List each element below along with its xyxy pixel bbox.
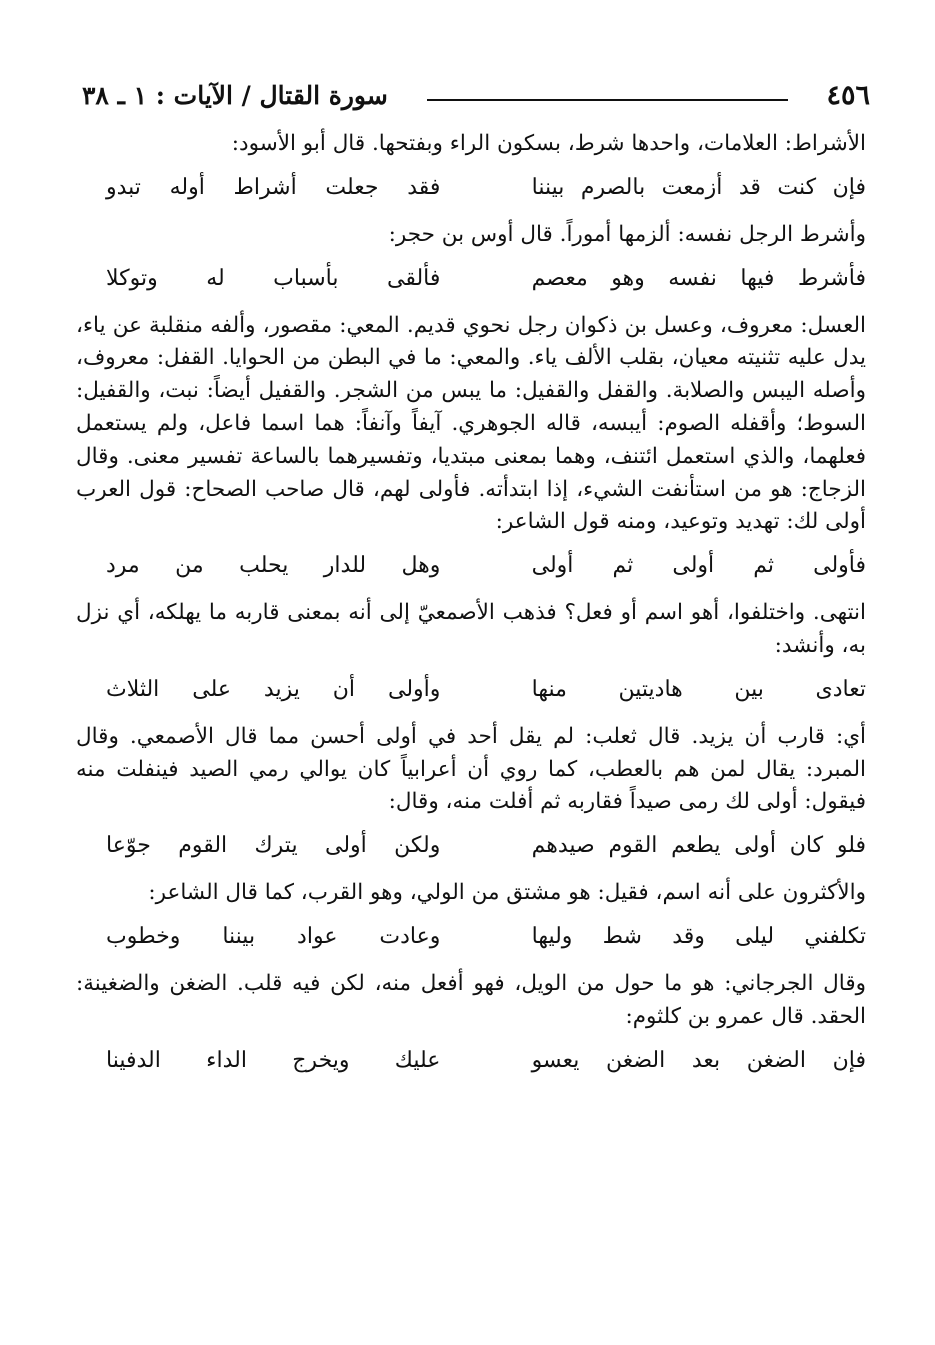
page-number: ٤٥٦ <box>826 80 870 111</box>
page-header <box>82 76 870 116</box>
verse-first-hemistich: فلو كان أولى يطعم القوم صيدهم <box>531 833 866 859</box>
poem-verse <box>76 920 866 954</box>
verse-second-hemistich: وأولى أن يزيد على الثلاث <box>106 676 441 702</box>
verse-first-hemistich: فأشرط فيها نفسه وهو معصم <box>531 265 866 291</box>
verse-first-hemistich: تعادى بين هاديتين منها <box>531 676 866 702</box>
verse-first-hemistich: فأولى ثم أولى ثم أولى <box>531 553 866 579</box>
verse-first-hemistich: فإن الضغن بعد الضغن يعسو <box>531 1047 866 1073</box>
verse-second-hemistich: ولكن أولى يترك القوم جوّعا <box>106 833 441 859</box>
paragraph: والأكثرون على أنه اسم، فقيل: هو مشتق من الولي، وهو القرب، كما قال الشاعر: <box>148 880 866 906</box>
verse-first-hemistich: تكلفني ليلى وقد شط وليها <box>531 923 866 949</box>
verse-second-hemistich: وعادت عواد بيننا وخطوب <box>106 923 441 949</box>
page-body <box>76 128 866 1092</box>
verse-first-hemistich: فإن كنت قد أزمعت بالصرم بيننا <box>531 174 866 200</box>
poem-verse <box>76 262 866 296</box>
paragraph: وأشرط الرجل نفسه: ألزمها أموراً. قال أوس بن حجر: <box>388 221 866 247</box>
paragraph: أي: قارب أن يزيد. قال ثعلب: لم يقل أحد في أولى أحسن مما قال الأصمعي. وقال المبرد: يقال لمن هم بالعطب، كما روي أن أعرابياً كان يوالي رمي الصيد فينفلت منه فيقول: أولى لك رمى صيداً فقاربه ثم أفلت منه، وقال: <box>76 723 866 815</box>
verse-second-hemistich: فقد جعلت أشراط أوله تبدو <box>106 174 441 200</box>
verse-second-hemistich: عليك ويخرج الداء الدفينا <box>106 1047 441 1073</box>
paragraph: العسل: معروف، وعسل بن ذكوان رجل نحوي قديم. المعي: مقصور، وألفه منقلبة عن ياء، يدل عليه تثنيته معيان، بقلب الألف ياء. والمعي: ما في البطن من الحوايا. القفل: معروف، وأصله اليبس والصلابة. والقفل والقفيل: ما يبس من الشجر. والقفيل أيضاً: نبت، والقفيل: السوط؛ وأقفله الصوم: أيبسه، قاله الجوهري. آيفاً وآنفاً: هما اسما فاعل، ولم يستعمل فعلهما، والذي استعمل ائتنف، وهما بمعنى مبتديا، وتفسيرهما بالساعة تفسير معنى. وقال الزجاج: هو من استأنفت الشيء، إذا ابتدأته. فأولى لهم، قال صاحب الصحاح: قول العرب أولى لك: تهديد وتوعيد، ومنه قول الشاعر: <box>76 312 866 535</box>
poem-verse <box>76 829 866 863</box>
paragraph: وقال الجرجاني: هو ما حول من الويل، فهو أفعل منه، لكن فيه قلب. الضغن والضغينة: الحقد. قال عمرو بن كلثوم: <box>76 970 866 1029</box>
verse-second-hemistich: وهل للدار يحلب من مرد <box>106 553 441 579</box>
poem-verse <box>76 549 866 583</box>
poem-verse <box>76 1044 866 1078</box>
verse-second-hemistich: فألقى بأسباب له وتوكلا <box>106 265 441 291</box>
poem-verse <box>76 171 866 205</box>
paragraph: الأشراط: العلامات، واحدها شرط، بسكون الراء وبفتحها. قال أبو الأسود: <box>231 131 866 156</box>
paragraph: انتهى. واختلفوا، أهو اسم أو فعل؟ فذهب الأصمعيّ إلى أنه بمعنى قاربه ما يهلكه، أي نزل به، وأنشد: <box>76 600 866 658</box>
poem-verse <box>76 673 866 707</box>
running-title: سورة القتال / الآيات : ١ ـ ٣٨ <box>82 81 388 110</box>
header-rule <box>427 99 788 101</box>
